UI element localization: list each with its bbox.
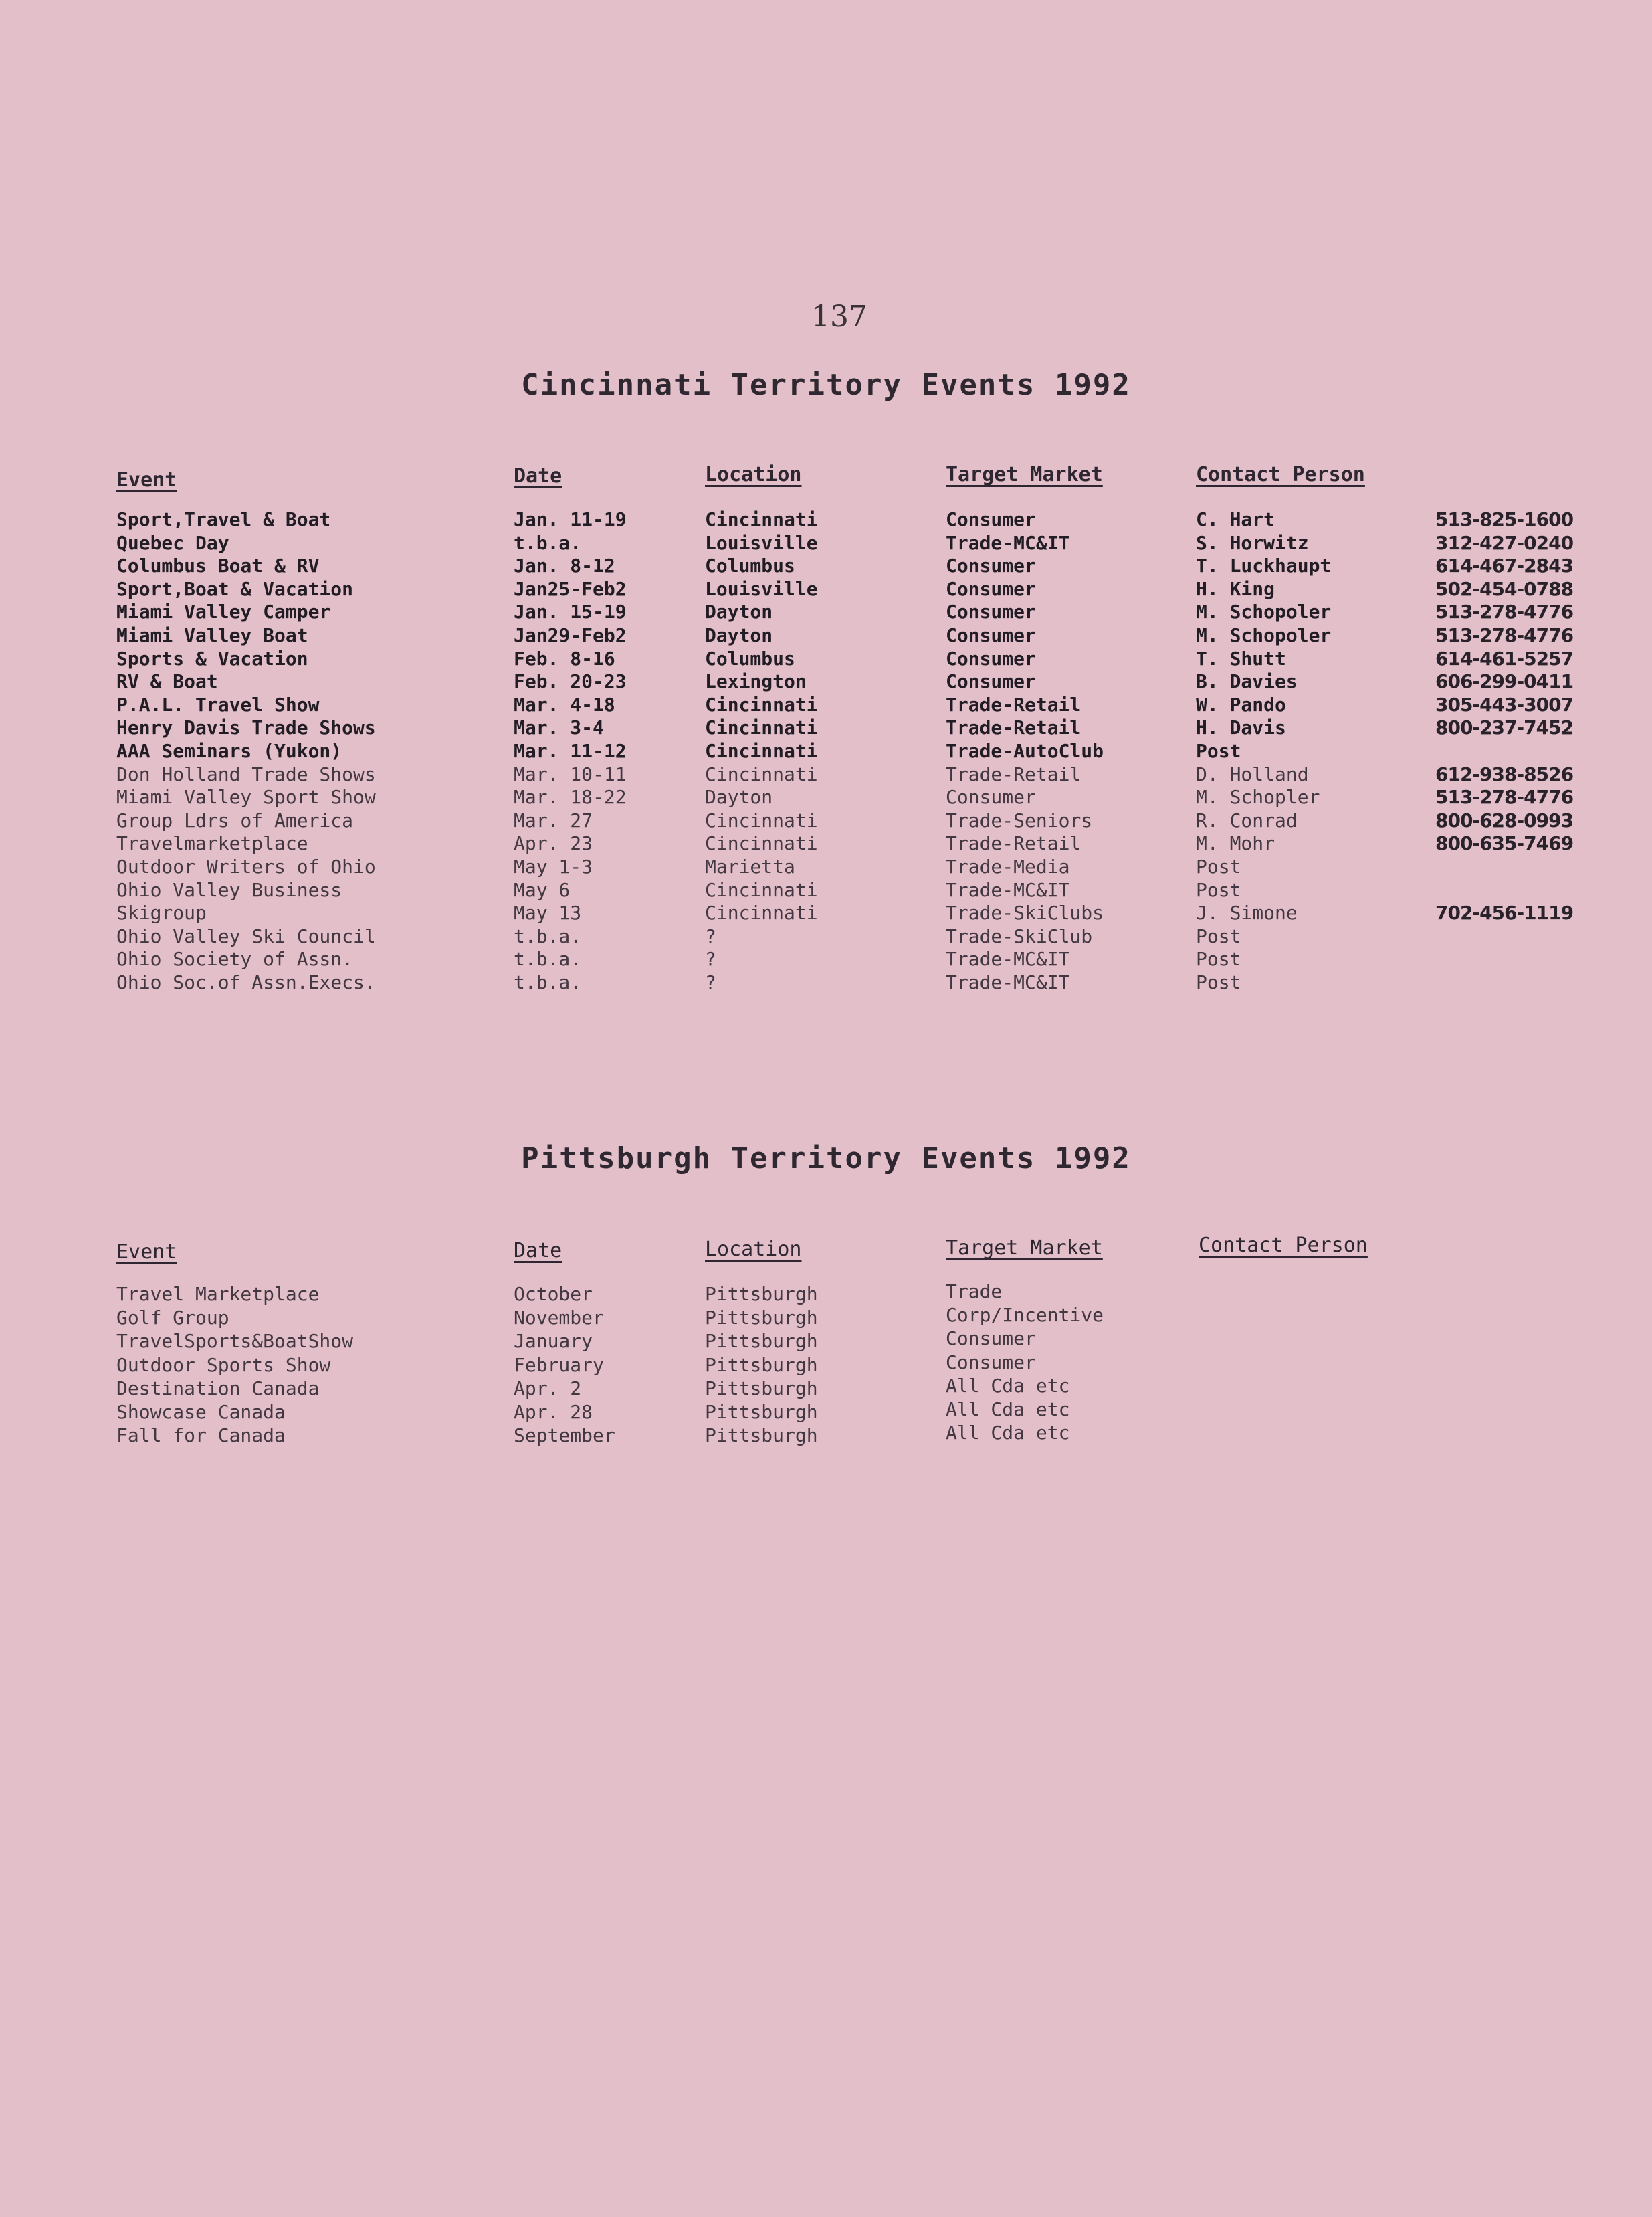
event-name: Henry Davis Trade Shows — [116, 716, 376, 739]
table-row — [0, 971, 1652, 995]
event-location: ? — [705, 948, 716, 971]
event-phone: 606-299-0411 — [1435, 670, 1574, 693]
event-location: Columbus — [705, 647, 795, 670]
event-name: Ohio Society of Assn. — [116, 948, 354, 971]
event-name: Don Holland Trade Shows — [116, 763, 376, 785]
event-phone: 800-237-7452 — [1435, 716, 1574, 739]
event-contact: D. Holland — [1196, 763, 1309, 785]
event-phone: 312-427-0240 — [1435, 531, 1574, 554]
event-name: Miami Valley Boat — [116, 623, 308, 646]
event-contact: W. Pando — [1196, 693, 1286, 716]
event-target-market: Consumer — [946, 1351, 1036, 1373]
event-name: P.A.L. Travel Show — [116, 693, 320, 716]
table-row — [0, 1397, 1652, 1424]
event-target-market: Consumer — [946, 623, 1036, 646]
event-location: Pittsburgh — [705, 1353, 818, 1376]
event-location: Louisville — [705, 577, 818, 600]
pittsburgh-header-location: Location — [705, 1238, 802, 1261]
event-contact: M. Schopler — [1196, 786, 1320, 809]
event-target-market: Trade-SkiClub — [946, 925, 1093, 947]
event-location: Cincinnati — [705, 809, 818, 832]
event-location: Pittsburgh — [705, 1330, 818, 1353]
event-location: Cincinnati — [705, 878, 818, 901]
event-date: Mar. 4-18 — [514, 693, 615, 716]
event-phone: 614-461-5257 — [1435, 647, 1574, 670]
event-target-market: Trade-Media — [946, 855, 1070, 878]
event-name: Ohio Valley Ski Council — [116, 925, 376, 947]
event-date: t.b.a. — [514, 531, 582, 554]
pittsburgh-table — [0, 1280, 1652, 1448]
event-location: Pittsburgh — [705, 1283, 818, 1305]
cincinnati-header-date: Date — [514, 464, 562, 488]
cincinnati-header-contact: Contact Person — [1196, 463, 1365, 486]
table-row — [0, 925, 1652, 949]
event-date: Jan25-Feb2 — [514, 577, 627, 600]
event-contact: Post — [1196, 878, 1241, 901]
table-row — [0, 1351, 1652, 1377]
table-row — [0, 624, 1652, 648]
event-target-market: Consumer — [946, 577, 1036, 600]
event-phone: 614-467-2843 — [1435, 555, 1574, 577]
event-phone: 702-456-1119 — [1435, 902, 1574, 925]
table-row — [0, 1424, 1652, 1448]
event-date: t.b.a. — [514, 971, 582, 993]
event-target-market: Trade-Retail — [946, 832, 1081, 855]
table-row — [0, 948, 1652, 971]
event-name: Columbus Boat & RV — [116, 555, 320, 577]
event-date: Jan. 15-19 — [514, 601, 627, 623]
event-target-market: Consumer — [946, 786, 1036, 809]
event-contact: Post — [1196, 925, 1241, 947]
event-name: Travel Marketplace — [116, 1283, 320, 1305]
table-row — [0, 508, 1652, 532]
cincinnati-title: Cincinnati Territory Events 1992 — [521, 368, 1131, 402]
event-location: Pittsburgh — [705, 1424, 818, 1447]
event-name: Outdoor Writers of Ohio — [116, 855, 376, 878]
event-phone: 513-278-4776 — [1435, 601, 1574, 623]
event-location: Louisville — [705, 531, 818, 554]
event-phone: 502-454-0788 — [1435, 577, 1574, 600]
pittsburgh-header-target: Target Market — [946, 1236, 1103, 1260]
event-name: Outdoor Sports Show — [116, 1353, 331, 1376]
event-name: Sports & Vacation — [116, 647, 308, 670]
event-location: Cincinnati — [705, 763, 818, 785]
event-contact: B. Davies — [1196, 670, 1298, 693]
event-location: Cincinnati — [705, 902, 818, 925]
table-row — [0, 578, 1652, 601]
event-date: Apr. 28 — [514, 1400, 593, 1423]
table-row — [0, 532, 1652, 555]
event-contact: Post — [1196, 971, 1241, 993]
event-date: Mar. 11-12 — [514, 739, 627, 762]
pittsburgh-title: Pittsburgh Territory Events 1992 — [521, 1141, 1131, 1175]
table-row — [0, 601, 1652, 624]
table-row — [0, 716, 1652, 740]
event-target-market: Trade-Retail — [946, 693, 1081, 716]
event-phone: 800-635-7469 — [1435, 832, 1574, 855]
event-contact: Post — [1196, 855, 1241, 878]
event-phone: 513-278-4776 — [1435, 623, 1574, 646]
table-row — [0, 809, 1652, 833]
event-location: Pittsburgh — [705, 1377, 818, 1400]
event-contact: T. Luckhaupt — [1196, 555, 1332, 577]
event-target-market: Trade-Seniors — [946, 809, 1093, 832]
event-location: ? — [705, 925, 716, 947]
event-location: Pittsburgh — [705, 1307, 818, 1329]
event-contact: Post — [1196, 948, 1241, 971]
event-target-market: Consumer — [946, 601, 1036, 623]
event-name: Quebec Day — [116, 531, 229, 554]
event-date: Apr. 23 — [514, 832, 593, 855]
event-name: Fall for Canada — [116, 1424, 286, 1447]
event-date: November — [514, 1307, 604, 1329]
table-row — [0, 740, 1652, 763]
table-row — [0, 670, 1652, 694]
event-contact: M. Mohr — [1196, 832, 1275, 855]
table-row — [0, 1374, 1652, 1401]
event-location: Cincinnati — [705, 832, 818, 855]
event-target-market: Trade-SkiClubs — [946, 902, 1104, 925]
table-row — [0, 879, 1652, 902]
event-contact: C. Hart — [1196, 508, 1275, 531]
event-target-market: Trade-Retail — [946, 716, 1081, 739]
event-name: Sport,Travel & Boat — [116, 508, 331, 531]
event-date: October — [514, 1283, 593, 1305]
event-location: Columbus — [705, 555, 795, 577]
event-date: Mar. 27 — [514, 809, 593, 832]
event-target-market: Trade-Retail — [946, 763, 1081, 785]
event-date: Apr. 2 — [514, 1377, 582, 1400]
table-row — [0, 694, 1652, 717]
event-target-market: Consumer — [946, 555, 1036, 577]
event-phone: 513-825-1600 — [1435, 508, 1574, 531]
event-name: RV & Boat — [116, 670, 218, 693]
event-date: Jan. 11-19 — [514, 508, 627, 531]
page-number: 137 — [811, 300, 867, 334]
cincinnati-header-event: Event — [116, 468, 177, 492]
event-date: Mar. 18-22 — [514, 786, 627, 809]
event-contact: J. Simone — [1196, 902, 1298, 925]
event-location: Dayton — [705, 786, 773, 809]
event-name: Skigroup — [116, 902, 207, 925]
event-location: Dayton — [705, 601, 773, 623]
table-row — [0, 763, 1652, 787]
event-date: Mar. 10-11 — [514, 763, 627, 785]
cincinnati-table — [0, 508, 1652, 994]
event-location: Cincinnati — [705, 739, 818, 762]
event-phone: 800-628-0993 — [1435, 809, 1574, 832]
event-date: May 1-3 — [514, 855, 593, 878]
event-date: Mar. 3-4 — [514, 716, 604, 739]
event-target-market: Corp/Incentive — [946, 1304, 1104, 1327]
event-contact: H. King — [1196, 577, 1275, 600]
event-target-market: Consumer — [946, 1327, 1036, 1350]
table-row — [0, 1280, 1652, 1307]
event-name: Miami Valley Sport Show — [116, 786, 376, 809]
event-date: Jan. 8-12 — [514, 555, 615, 577]
event-phone: 305-443-3007 — [1435, 693, 1574, 716]
event-date: t.b.a. — [514, 925, 582, 947]
event-name: Travelmarketplace — [116, 832, 308, 855]
pittsburgh-header-event: Event — [116, 1240, 177, 1264]
event-date: Feb. 8-16 — [514, 647, 615, 670]
event-name: Showcase Canada — [116, 1400, 286, 1423]
event-name: Ohio Soc.of Assn.Execs. — [116, 971, 376, 993]
pittsburgh-header-contact: Contact Person — [1199, 1234, 1368, 1257]
event-target-market: All Cda etc — [946, 1397, 1070, 1420]
event-name: Group Ldrs of America — [116, 809, 354, 832]
event-target-market: Trade — [946, 1280, 1003, 1303]
event-date: Feb. 20-23 — [514, 670, 627, 693]
event-target-market: Trade-MC&IT — [946, 948, 1070, 971]
event-contact: R. Conrad — [1196, 809, 1298, 832]
event-location: Cincinnati — [705, 508, 818, 531]
event-contact: M. Schopoler — [1196, 601, 1332, 623]
table-row — [0, 1304, 1652, 1330]
table-row — [0, 1327, 1652, 1353]
event-name: Sport,Boat & Vacation — [116, 577, 354, 600]
event-contact: H. Davis — [1196, 716, 1286, 739]
event-contact: S. Horwitz — [1196, 531, 1309, 554]
table-row — [0, 832, 1652, 856]
table-row — [0, 555, 1652, 578]
event-name: Ohio Valley Business — [116, 878, 342, 901]
table-row — [0, 786, 1652, 809]
cincinnati-header-location: Location — [705, 463, 802, 486]
event-target-market: Consumer — [946, 647, 1036, 670]
event-target-market: All Cda etc — [946, 1422, 1070, 1444]
table-row — [0, 902, 1652, 925]
event-target-market: Trade-MC&IT — [946, 971, 1070, 993]
event-phone: 513-278-4776 — [1435, 786, 1574, 809]
event-location: Cincinnati — [705, 693, 818, 716]
table-row — [0, 856, 1652, 879]
event-name: TravelSports&BoatShow — [116, 1330, 354, 1353]
event-name: Miami Valley Camper — [116, 601, 331, 623]
event-date: January — [514, 1330, 593, 1353]
event-date: September — [514, 1424, 615, 1447]
event-target-market: All Cda etc — [946, 1374, 1070, 1397]
event-date: t.b.a. — [514, 948, 582, 971]
event-location: Lexington — [705, 670, 807, 693]
event-date: February — [514, 1353, 604, 1376]
cincinnati-header-target: Target Market — [946, 463, 1103, 486]
event-date: May 13 — [514, 902, 582, 925]
event-contact: M. Schopoler — [1196, 623, 1332, 646]
event-phone: 612-938-8526 — [1435, 763, 1574, 785]
event-contact: Post — [1196, 739, 1241, 762]
event-name: Golf Group — [116, 1307, 229, 1329]
event-location: Dayton — [705, 623, 773, 646]
event-name: Destination Canada — [116, 1377, 320, 1400]
event-contact: T. Shutt — [1196, 647, 1286, 670]
event-date: May 6 — [514, 878, 571, 901]
event-location: Cincinnati — [705, 716, 818, 739]
event-target-market: Consumer — [946, 670, 1036, 693]
event-target-market: Trade-MC&IT — [946, 531, 1070, 554]
event-target-market: Trade-MC&IT — [946, 878, 1070, 901]
event-name: AAA Seminars (Yukon) — [116, 739, 342, 762]
event-location: Marietta — [705, 855, 795, 878]
table-row — [0, 648, 1652, 671]
event-date: Jan29-Feb2 — [514, 623, 627, 646]
event-target-market: Trade-AutoClub — [946, 739, 1104, 762]
pittsburgh-header-date: Date — [514, 1239, 562, 1262]
event-location: ? — [705, 971, 716, 993]
event-location: Pittsburgh — [705, 1400, 818, 1423]
event-target-market: Consumer — [946, 508, 1036, 531]
